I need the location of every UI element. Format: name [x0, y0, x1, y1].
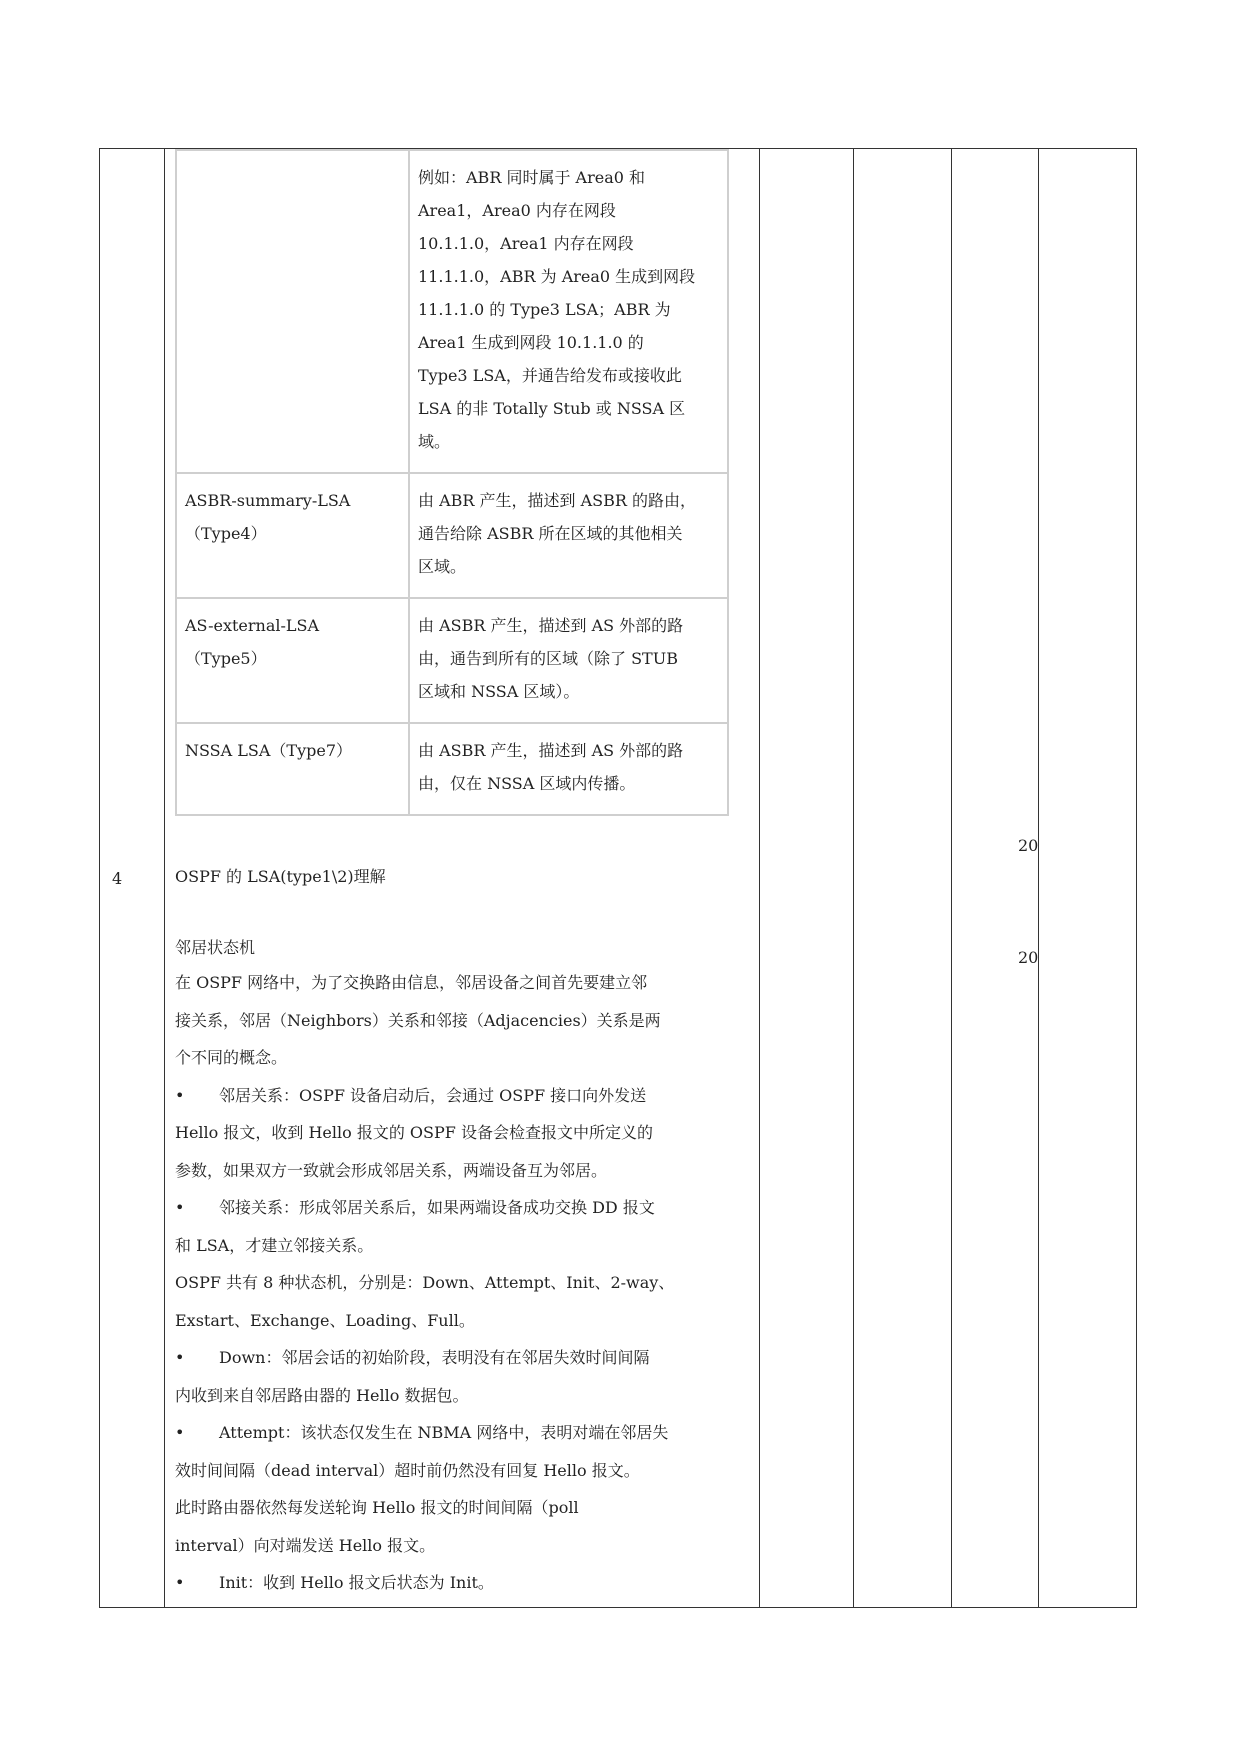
bullet-icon: • — [175, 1573, 185, 1592]
text-line: 区域。 — [418, 557, 467, 576]
score-value: 20 — [1018, 836, 1039, 855]
lsa-desc-cell — [409, 598, 728, 723]
paragraph-line: 和 LSA，才建立邻接关系。 — [175, 1235, 374, 1255]
lsa-name-cell — [176, 598, 409, 723]
bullet-icon: • — [175, 1085, 185, 1105]
text-line: 11.1.1.0，ABR 为 Area0 生成到网段 — [418, 267, 696, 286]
text-line: ASBR-summary-LSA — [185, 491, 351, 510]
bullet-text: Down：邻居会话的初始阶段，表明没有在邻居失效时间间隔 — [219, 1348, 650, 1367]
empty-cell — [952, 149, 1039, 1608]
paragraph-line: 在 OSPF 网络中，为了交换路由信息，邻居设备之间首先要建立邻 — [175, 973, 648, 992]
bullet-text: 邻居关系：OSPF 设备启动后，会通过 OSPF 接口向外发送 — [219, 1085, 647, 1105]
bullet-icon: • — [175, 1348, 185, 1367]
paragraph-line: interval）向对端发送 Hello 报文。 — [175, 1535, 436, 1555]
bullet-icon: • — [175, 1423, 185, 1442]
content-cell — [165, 149, 760, 1608]
text-line: Type3 LSA，并通告给发布或接收此 — [418, 366, 682, 385]
text-line: 10.1.1.0，Area1 内存在网段 — [418, 234, 634, 253]
bullet-item — [175, 1339, 749, 1377]
paragraph-line: 接关系，邻居（Neighbors）关系和邻接（Adjacencies）关系是两 — [175, 1010, 661, 1030]
lsa-row — [176, 473, 728, 598]
text-line: AS-external-LSA — [185, 616, 320, 635]
paragraph-line: 此时路由器依然每发送轮询 Hello 报文的时间间隔（poll — [175, 1498, 579, 1517]
lsa-row — [176, 150, 728, 473]
course-table — [99, 148, 1137, 1608]
lsa-row — [176, 598, 728, 723]
text-line: 由 ASBR 产生，描述到 AS 外部的路 — [418, 616, 684, 635]
text-line: 域。 — [418, 432, 451, 451]
text-line: （Type4） — [185, 524, 267, 543]
lsa-name-cell — [176, 150, 409, 473]
score-cell — [1039, 149, 1137, 1608]
neighbor-state-machine-title: 邻居状态机 — [175, 938, 256, 957]
lsa-row — [176, 723, 728, 815]
lsa-desc-cell — [409, 473, 728, 598]
text-line: LSA 的非 Totally Stub 或 NSSA 区 — [418, 399, 686, 418]
text-line: 例如：ABR 同时属于 Area0 和 — [418, 168, 646, 187]
row-number: 4 — [112, 868, 123, 888]
paragraph-line: 个不同的概念。 — [175, 1048, 288, 1067]
lsa-name-cell — [176, 473, 409, 598]
paragraph-line: 参数，如果双方一致就会形成邻居关系，两端设备互为邻居。 — [175, 1160, 608, 1180]
text-line: 区域和 NSSA 区域）。 — [418, 682, 580, 701]
row-number-cell — [100, 149, 165, 1608]
bullet-item — [175, 1077, 749, 1115]
lsa-table — [175, 149, 729, 816]
lsa-desc-cell — [409, 723, 728, 815]
paragraph-line: 效时间间隔（dead interval）超时前仍然没有回复 Hello 报文。 — [175, 1460, 640, 1480]
score-value: 20 — [1018, 948, 1039, 967]
lsa-desc-cell — [409, 150, 728, 473]
text-line: Area1，Area0 内存在网段 — [418, 201, 616, 220]
text-line: （Type5） — [185, 649, 267, 668]
lsa-understanding-heading: OSPF 的 LSA(type1\2)理解 — [175, 867, 386, 886]
text-line: Area1 生成到网段 10.1.1.0 的 — [418, 333, 644, 352]
empty-cell — [854, 149, 952, 1608]
text-line: 通告给除 ASBR 所在区域的其他相关 — [418, 524, 683, 543]
bullet-text: Init：收到 Hello 报文后状态为 Init。 — [219, 1573, 494, 1592]
bullet-item — [175, 1189, 749, 1227]
paragraph-line: Hello 报文，收到 Hello 报文的 OSPF 设备会检查报文中所定义的 — [175, 1123, 653, 1142]
empty-cell — [760, 149, 854, 1608]
paragraph-line: Exstart、Exchange、Loading、Full。 — [175, 1310, 475, 1330]
paragraph-line: OSPF 共有 8 种状态机，分别是：Down、Attempt、Init、2-way、 — [175, 1273, 675, 1292]
text-line: 由，通告到所有的区域（除了 STUB — [418, 649, 678, 668]
text-line: 11.1.1.0 的 Type3 LSA；ABR 为 — [418, 300, 671, 319]
text-line: 由 ASBR 产生，描述到 AS 外部的路 — [418, 741, 684, 760]
paragraph-line: 内收到来自邻居路由器的 Hello 数据包。 — [175, 1385, 469, 1405]
bullet-item — [175, 1564, 749, 1602]
bullet-item — [175, 1414, 749, 1452]
bullet-text: Attempt：该状态仅发生在 NBMA 网络中，表明对端在邻居失 — [219, 1423, 669, 1442]
bullet-text: 邻接关系：形成邻居关系后，如果两端设备成功交换 DD 报文 — [219, 1198, 655, 1217]
lsa-name-cell — [176, 723, 409, 815]
text-line: NSSA LSA（Type7） — [185, 741, 353, 760]
bullet-icon: • — [175, 1198, 185, 1217]
text-line: 由 ABR 产生，描述到 ASBR 的路由， — [418, 491, 697, 510]
text-line: 由，仅在 NSSA 区域内传播。 — [418, 774, 636, 793]
